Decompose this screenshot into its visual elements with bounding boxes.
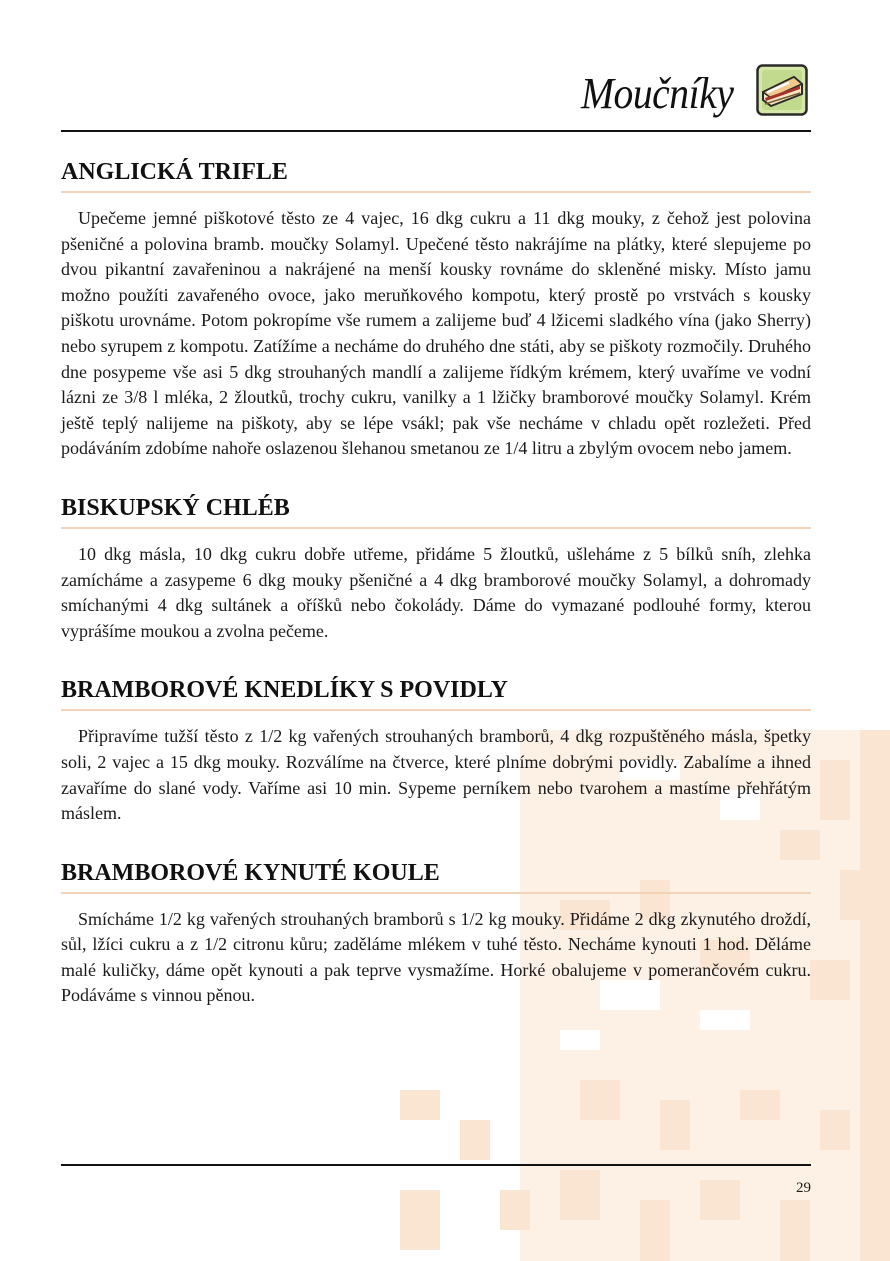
recipe-bramborove-kynute-koule: [61, 857, 811, 1009]
recipe-bramborove-knedliky: [61, 674, 811, 826]
recipe-text: Upečeme jemné piškotové těsto ze 4 vajec, 16 dkg cukru a 11 dkg mouky, z čehož jest polovina pšeničné a polovina bramb. moučky Solamyl. Upečené těsto nakrájíme na plátky, které slepujeme po dvou pikantní zavařeninou a nakrájené na menší kousky rovnáme do skleněné misky. Místo jamu možno použíti zavařeného ovoce, jako meruňkového kompotu, který prostě po vrstvách s kousky piškotu urovnáme. Potom pokropíme vše rumem a zalijeme buď 4 lžicemi sladkého vína (jako Sherry) nebo syrupem z kompotu. Zatížíme a necháme do druhého dne státi, aby se piškoty rozmočily. Druhého dne posypeme vše asi 5 dkg strouhaných mandlí a zalijeme řídkým krémem, který uvaříme ve vodní lázni ze 3/8 l mléka, 2 žloutků, trochy cukru, vanilky a 1 lžičky bramborové moučky Solamyl. Krém ještě teplý nalijeme na piškoty, aby se lépe vsákl; pak vše necháme v chladu opět rozležeti. Před podáváním zdobíme nahoře oslazenou šlehanou smetanou ze 1/4 litru a zbylým ovocem nebo jamem.: [61, 208, 811, 459]
recipe-biskupsky-chleb: [61, 492, 811, 644]
cake-slice-icon: [756, 64, 808, 116]
recipe-title: BRAMBOROVÉ KYNUTÉ KOULE: [61, 857, 811, 894]
header-rule: [61, 130, 811, 132]
recipe-title: ANGLICKÁ TRIFLE: [61, 156, 811, 193]
footer-rule: [61, 1164, 811, 1166]
page-header: [61, 58, 811, 132]
page-number: 29: [796, 1180, 811, 1196]
section-title: Moučníky: [580, 69, 733, 118]
recipe-title: BRAMBOROVÉ KNEDLÍKY S POVIDLY: [61, 674, 811, 711]
recipe-text: Připravíme tužší těsto z 1/2 kg vařených strouhaných bramborů, 4 dkg rozpuštěného másla, špetky soli, 2 vajec a 15 dkg mouky. Rozválíme na čtverce, které plníme dobrými povidly. Zabalíme a ihned zavaříme do slané vody. Vaříme asi 10 min. Sypeme perníkem nebo tvarohem a mastíme přehřátým máslem.: [61, 726, 811, 824]
recipe-text: 10 dkg másla, 10 dkg cukru dobře utřeme, přidáme 5 žloutků, ušleháme z 5 bílků sníh, zlehka zamícháme a zasypeme 6 dkg mouky pšeničné a 4 dkg bramborové moučky Solamyl, a dohromady smíchanými 4 dkg sultánek a oříšků nebo čokolády. Dáme do vymazané podlouhé formy, kterou vyprášíme moukou a zvolna pečeme.: [61, 543, 811, 641]
recipe-anglicka-trifle: [61, 156, 811, 462]
recipe-text: Smícháme 1/2 kg vařených strouhaných bramborů s 1/2 kg mouky. Přidáme 2 dkg zkynutého droždí, sůl, lžíci cukru a z 1/2 citronu kůru; zaděláme mlékem v tuhé těsto. Necháme kynouti 1 hod. Děláme malé kuličky, dáme opět kynouti a pak teprve vysmažíme. Horké obalujeme v pomerančovém cukru. Podáváme s vinnou pěnou.: [61, 908, 811, 1006]
page: [61, 0, 811, 1261]
recipe-list: [61, 156, 811, 1039]
recipe-title: BISKUPSKÝ CHLÉB: [61, 492, 811, 529]
